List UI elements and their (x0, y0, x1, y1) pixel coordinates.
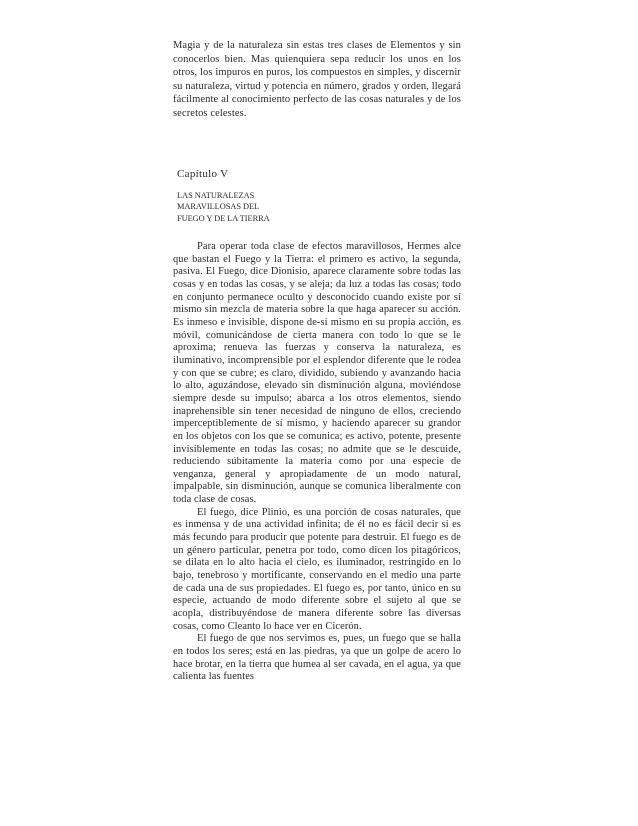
body-paragraph: El fuego de que nos servimos es, pues, un fuego que se halla en todos los seres; está en las piedras, ya que un golpe de acero lo hace brotar, en la tierra que humea al ser cavada, en el agua, ya que calienta las fuentes (173, 633, 461, 683)
chapter-subtitle-line: MARAVILLOSAS DEL (177, 202, 260, 212)
chapter-body (173, 241, 461, 684)
chapter-subtitle-line: LAS NATURALEZAS (177, 191, 255, 200)
chapter-subtitle-line: FUEGO Y DE LA TIERRA (177, 213, 270, 223)
chapter-heading: Capítulo V (177, 168, 229, 180)
body-paragraph: Para operar toda clase de efectos maravillosos, Hermes alce que bastan el Fuego y la Tierra: el primero es activo, la segunda, pasiva. El Fuego, dice Dionisio, aparece claramente sobre todas las cosas y en todas las cosas, y se aleja; da luz a todas las cosas; todo en conjunto permanece oculto y desconocido cuando existe por sí mismo sin mezcla de materia sobre la que haga aparecer su acción. Es inmeso e invisible, dispone de-sí mismo en su propia acción, es móvil, comunicándose de cierta manera con todo lo que se le aproxima; renueva las fuerzas y conserva la naturaleza, es iluminativo, incomprensible por el esplendor diferente que le rodea y con que se cubre; es claro, dividido, subiendo y avanzando hacia lo alto, aguzándose, elevado sin disminución alguna, moviéndose siempre desde su impulso; abarca a los otros elementos, siendo inaprehensible sin tener necesidad de ninguno de ellos, creciendo imperceptiblemente de sí mismo, y haciendo aparecer su grandor en los objetos con los que se comunica; es activo, potente, presente invisiblemente en todas las cosas; no admite que se le descuide, reduciendo súbitamente la materia como por una especie de venganza, general y apropiadamente de un modo natural, impalpable, sin disminución, aunque se comunica liberalmente con toda clase de cosas. (173, 241, 461, 506)
intro-paragraph: Magia y de la naturaleza sin estas tres clases de Elementos y sin conocerlos bien. Mas quienquiera sepa reducir los unos en los otros, los impuros en puros, los compuestos en simples, y discernir su naturaleza, virtud y potencia en número, grados y orden, llegará fácilmente al conocimiento perfecto de las cosas naturales y de los secretos celestes. (173, 40, 461, 119)
chapter-subtitle (177, 190, 377, 224)
body-paragraph: El fuego, dice Plinio, es una porción de cosas naturales, que es inmensa y de una actividad infinita; de él no es fácil decir si es más fecundo para producir que potente para destruir. El fuego es de un género particular, penetra por todo, como dicen los pitagóricos, se dilata en lo alto hacia el cielo, es iluminador, restringido en lo bajo, tenebroso y mortificante, conservando en el medio una parte de cada una de sus propiedades. El fuego es, por tanto, único en su especie, actuando de modo diferente sobre el sujeto al que se acopla, distribuyéndose de manera diferente sobre las diversas cosas, como Cleanto lo hace ver en Cicerón. (173, 506, 461, 632)
